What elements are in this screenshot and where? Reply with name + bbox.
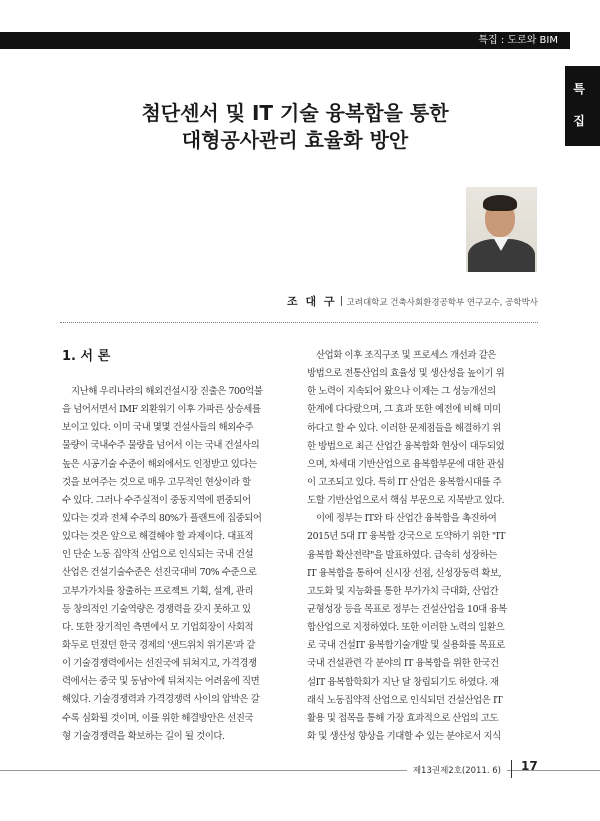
section-title: 1. 서 론 <box>62 349 111 364</box>
right-line: 설IT 융복합학회가 지난 달 창립되기도 하였다. 재 <box>307 676 499 688</box>
left-line: 인 단순 노동 집약적 산업으로 인식되는 국내 건설 <box>62 549 254 561</box>
page-number: 17 <box>521 759 538 773</box>
right-line: 이 고조되고 있다. 특히 IT 산업은 융복합시대를 주 <box>307 476 502 488</box>
title-line-2: 대형공사관리 효율화 방안 <box>181 128 409 152</box>
left-line: 형 기술경쟁력을 확보하는 길이 될 것이다. <box>62 730 225 742</box>
author-byline <box>60 290 538 309</box>
left-line: 수 있다. 그러나 수주실적이 중동지역에 편중되어 <box>62 494 251 506</box>
footer-separator <box>511 760 512 778</box>
left-line: 고부가가치를 창출하는 프로젝트 기획, 설계, 관리 <box>62 585 254 597</box>
left-line: 지난해 우리나라의 해외건설시장 진출은 700억불 <box>71 386 263 397</box>
section-header-label: 특집 : 도로와 BIM <box>478 35 558 46</box>
right-line: 산업화 이후 조직구조 및 프로세스 개선과 같은 <box>316 350 496 361</box>
right-line: 균형성장 등을 목표로 정부는 건설산업을 10대 융복 <box>307 603 507 615</box>
author-separator <box>341 296 342 306</box>
left-line: 산업은 건설기술수준은 선진국대비 70% 수준으로 <box>62 567 257 579</box>
left-line: 력에서는 중국 및 동남아에 뒤쳐지는 어려움에 직면 <box>62 676 260 688</box>
footer-rule <box>0 770 600 771</box>
left-line: 이 기술경쟁력에서는 선진국에 뒤쳐지고, 가격경쟁 <box>62 658 257 670</box>
left-line: 화두로 던졌던 한국 경제의 '샌드위치 위기론'과 같 <box>62 639 255 651</box>
right-line: 융복합 확산전략"을 발표하였다. 급속히 성장하는 <box>307 549 497 561</box>
left-line: 을 넘어서면서 IMF 외환위기 이후 가파른 상승세를 <box>62 404 261 416</box>
left-column <box>62 347 295 746</box>
left-line: 다. 또한 장기적인 측면에서 모 기업회장이 사회적 <box>62 621 254 633</box>
side-tab-char-1: 특 <box>573 82 585 96</box>
right-line: 2015년 5대 IT 융복합 강국으로 도약하기 위한 "IT <box>307 531 505 543</box>
right-line: 한 방법으로 최근 산업간 융복합화 현상이 대두되었 <box>307 440 505 452</box>
side-tab <box>565 66 600 146</box>
right-line: 한 노력이 지속되어 왔으나 이제는 그 성능개선의 <box>307 386 496 398</box>
right-line: 이에 정부는 IT와 타 산업간 융복합을 촉진하여 <box>316 513 497 525</box>
right-line: 한계에 다다랐으며, 그 효과 또한 예전에 비해 미미 <box>307 404 501 416</box>
right-line: 하다고 할 수 있다. 이러한 문제점들을 해결하기 위 <box>307 422 501 434</box>
right-line: 으며, 차세대 기반산업으로 융복합부문에 대한 관심 <box>307 458 505 470</box>
issue-label: 제13권제2호(2011. 6) <box>407 764 507 776</box>
left-line: 보이고 있다. 이미 국내 몇몇 건설사들의 해외수주 <box>62 422 254 434</box>
left-line: 등 창의적인 기술역량은 경쟁력을 갖지 못하고 있 <box>62 603 251 615</box>
article-title <box>60 100 530 154</box>
side-tab-char-2: 집 <box>573 114 585 128</box>
right-line: 활용 및 접목을 통해 가장 효과적으로 산업의 고도 <box>307 712 499 724</box>
right-line: IT 융복합을 통하여 신시장 선점, 신성장동력 확보, <box>307 567 502 579</box>
left-line: 높은 시공기술 수준이 해외에서도 인정받고 있다는 <box>62 458 257 470</box>
header-bar <box>0 32 570 49</box>
title-line-1: 첨단센서 및 IT 기술 융복합을 통한 <box>141 101 449 125</box>
left-line: 있다는 것과 전체 수주의 80%가 플랜트에 집중되어 <box>62 512 262 524</box>
right-line: 합산업으로 지정하였다. 또한 이러한 노력의 일환으 <box>307 622 505 634</box>
right-line: 고도화 및 지능화를 통한 부가가치 극대화, 산업간 <box>307 585 499 597</box>
author-photo <box>466 187 537 272</box>
right-line: 국내 건설관련 각 분야의 IT 융복합을 위한 한국건 <box>307 658 499 670</box>
right-line: 화 및 생산성 향상을 기대할 수 있는 분야로서 지식 <box>307 730 501 742</box>
left-line: 해있다. 기술경쟁력과 가격경쟁력 사이의 압박은 갈 <box>62 694 260 706</box>
right-line: 로 국내 건설IT 융복합기술개발 및 실용화를 목표로 <box>307 640 505 652</box>
right-line: 래식 노동집약적 산업으로 인식되던 건설산업은 IT <box>307 694 503 706</box>
dotted-divider <box>60 322 538 323</box>
left-line: 있다는 것은 앞으로 해결해야 할 과제이다. 대표적 <box>62 531 254 543</box>
left-line: 수록 심화될 것이며, 이를 위한 해결방안은 선진국 <box>62 712 254 724</box>
left-line: 물량이 국내수주 물량을 넘어서 이는 국내 건설사의 <box>62 440 260 452</box>
right-line: 도할 기반산업으로서 핵심 부문으로 지목받고 있다. <box>307 495 505 507</box>
right-line: 방법으로 전통산업의 효율성 및 생산성을 높이기 위 <box>307 368 505 380</box>
right-column <box>307 347 540 746</box>
author-name: 조 대 구 <box>287 295 337 308</box>
author-affiliation: 고려대학교 건축사회환경공학부 연구교수, 공학박사 <box>346 298 538 308</box>
left-line: 것을 보여주는 것으로 매우 고무적인 현상이라 할 <box>62 476 251 488</box>
